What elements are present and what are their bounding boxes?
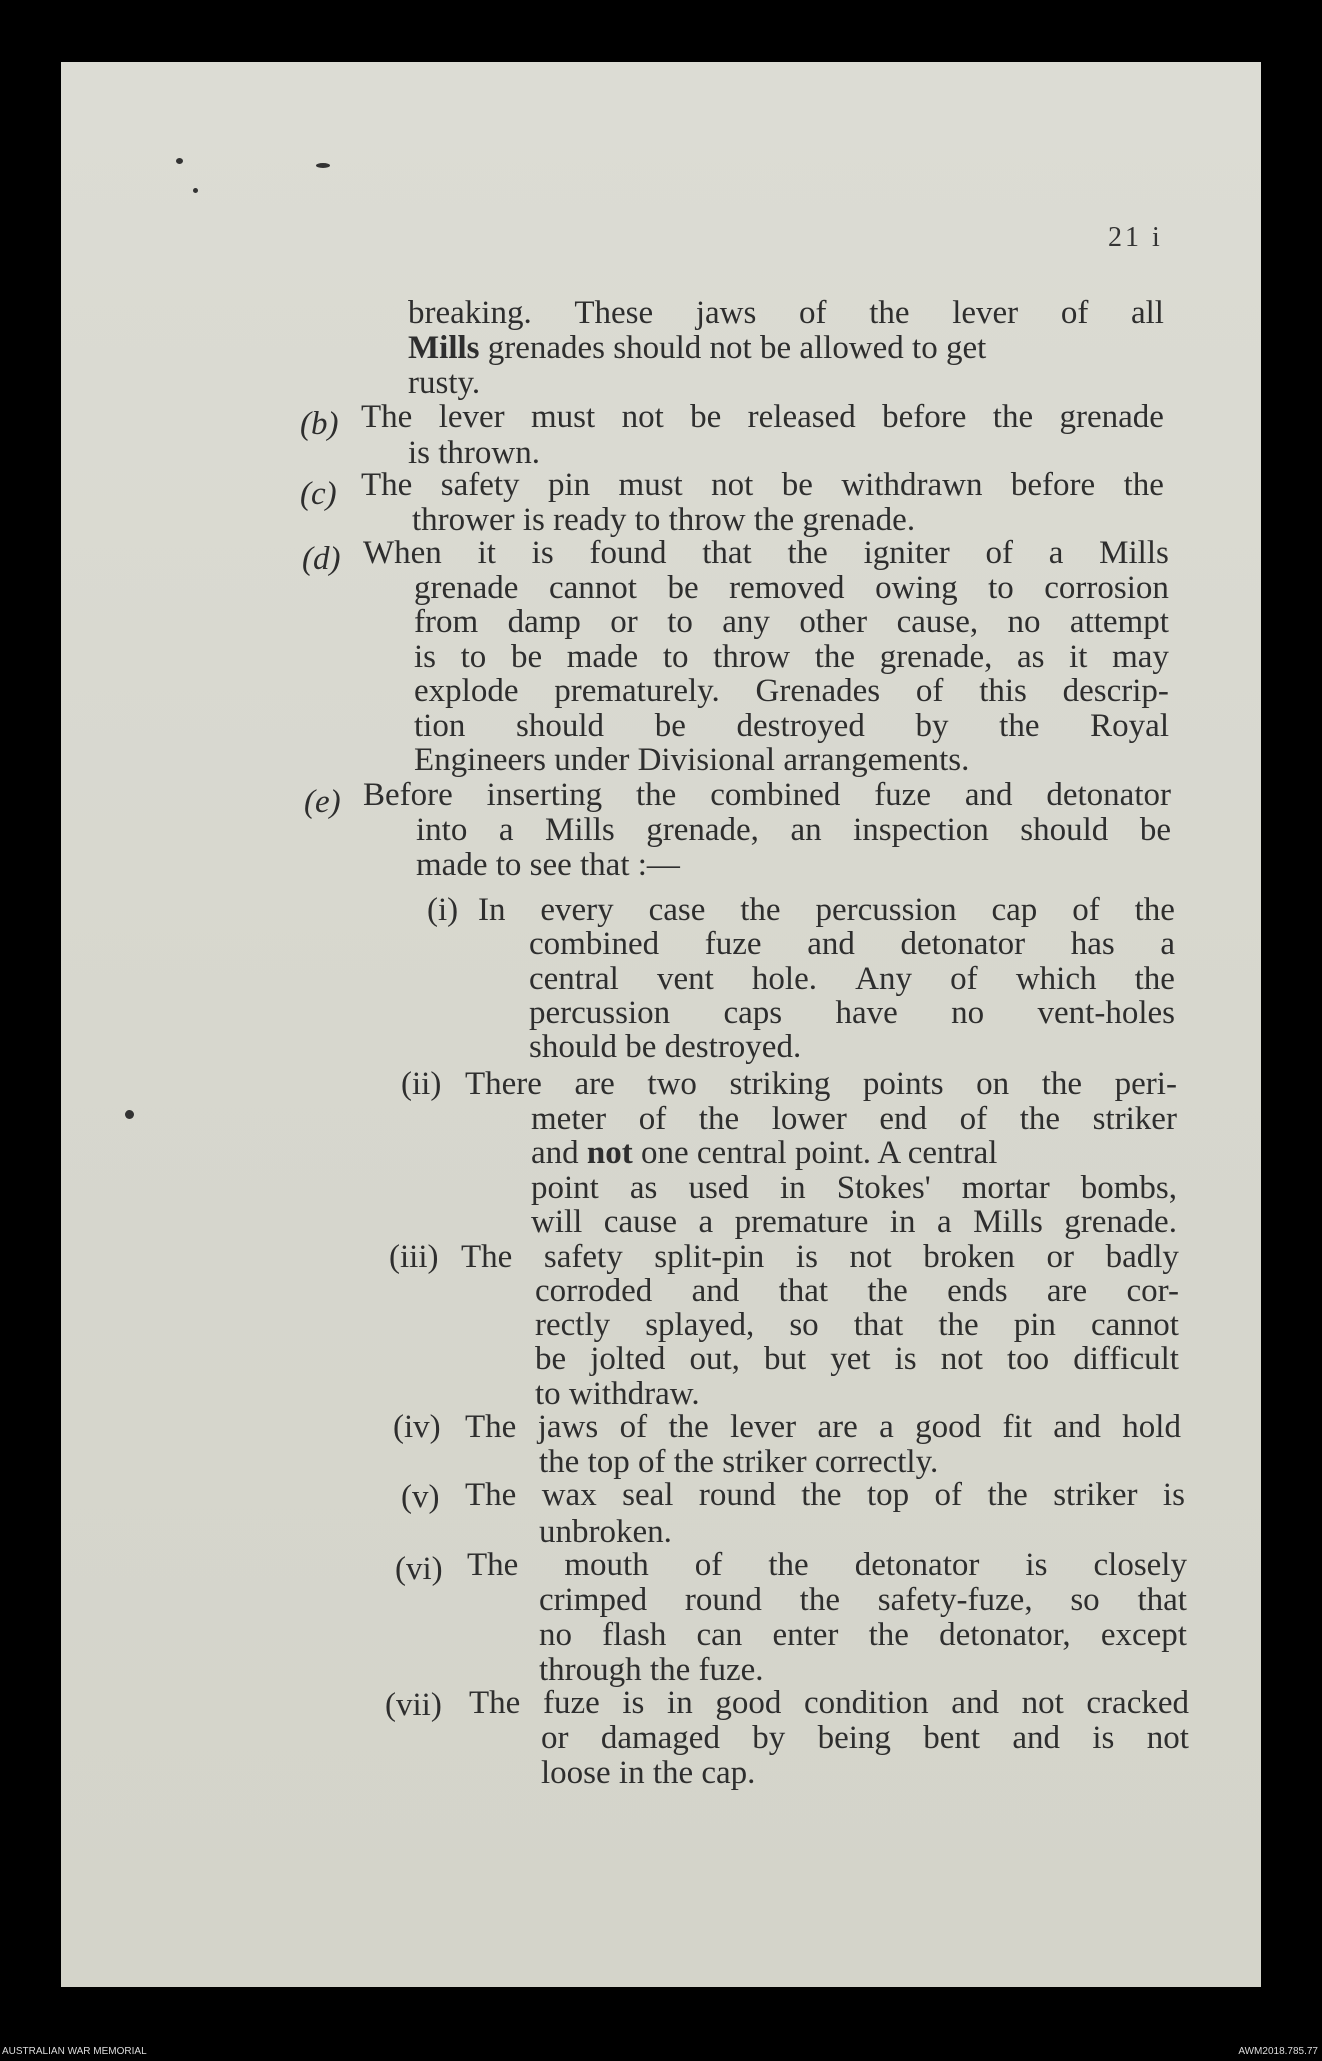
text-line: breaking. These jaws of the lever of all: [408, 295, 1164, 331]
text-line: to withdraw.: [535, 1376, 700, 1412]
text-line: no flash can enter the detonator, except: [539, 1617, 1187, 1653]
text-line: rusty.: [408, 365, 481, 401]
text-line: combined fuze and detonator has a: [529, 926, 1175, 962]
text-line: point as used in Stokes' mortar bombs,: [531, 1170, 1177, 1206]
sub-item-marker-vii: (vii): [385, 1687, 442, 1723]
text-line: Before inserting the combined fuze and detonator: [363, 777, 1171, 813]
text-line: corroded and that the ends are cor-: [535, 1273, 1179, 1309]
text-line: The mouth of the detonator is closely: [467, 1547, 1187, 1583]
text-line: unbroken.: [539, 1514, 672, 1550]
sub-item-marker-i: (i): [427, 892, 459, 928]
sub-item-marker-iii: (iii): [389, 1239, 439, 1275]
bold-word: Mills: [408, 330, 480, 366]
text-line: crimped round the safety-fuze, so that: [539, 1582, 1187, 1618]
text-line: from damp or to any other cause, no attempt: [414, 604, 1169, 640]
text-line: In every case the percussion cap of the: [478, 892, 1175, 928]
sub-item-marker-iv: (iv): [393, 1409, 441, 1445]
text-line: Mills grenades should not be allowed to get: [408, 330, 987, 366]
text-line: The safety pin must not be withdrawn before the: [361, 467, 1164, 503]
text-line: will cause a premature in a Mills grenade.: [531, 1204, 1177, 1240]
text-line: Engineers under Divisional arrangements.: [414, 742, 970, 778]
text-line: The fuze is in good condition and not cracked: [469, 1685, 1189, 1721]
text-line: The jaws of the lever are a good fit and hold: [465, 1409, 1181, 1445]
page-number: 21 i: [1108, 222, 1163, 253]
bold-word: not: [586, 1135, 633, 1171]
text-line: made to see that :—: [416, 847, 680, 883]
text-line: and not one central point. A central: [531, 1135, 998, 1171]
text-line: the top of the striker correctly.: [539, 1444, 939, 1480]
text-line: meter of the lower end of the striker: [531, 1101, 1177, 1137]
item-marker-d: (d): [302, 541, 341, 577]
text-line: into a Mills grenade, an inspection should be: [416, 812, 1171, 848]
footer-credit: AUSTRALIAN WAR MEMORIAL: [2, 2046, 147, 2057]
text-line: There are two striking points on the peri-: [465, 1066, 1177, 1102]
item-marker-e: (e): [304, 784, 341, 820]
text-line: grenade cannot be removed owing to corrosion: [414, 570, 1169, 606]
text-line: When it is found that the igniter of a Mills: [363, 535, 1169, 571]
text-line: should be destroyed.: [529, 1029, 802, 1065]
footer-accession-number: AWM2018.785.77: [1238, 2046, 1318, 2057]
sub-item-marker-ii: (ii): [401, 1066, 442, 1102]
sub-item-marker-v: (v): [401, 1479, 440, 1515]
text-line: The safety split-pin is not broken or badly: [461, 1239, 1179, 1275]
text-line: is to be made to throw the grenade, as it may: [414, 639, 1169, 675]
text-line: through the fuze.: [539, 1652, 764, 1688]
text-line: The lever must not be released before the grenade: [361, 399, 1164, 435]
sub-item-marker-vi: (vi): [395, 1551, 443, 1587]
item-marker-b: (b): [300, 406, 339, 442]
text-line: is thrown.: [408, 435, 540, 471]
text-line: percussion caps have no vent-holes: [529, 995, 1175, 1031]
text-line: explode prematurely. Grenades of this descrip-: [414, 673, 1169, 709]
text-line: tion should be destroyed by the Royal: [414, 708, 1169, 744]
text-line: loose in the cap.: [541, 1755, 756, 1791]
text-line: thrower is ready to throw the grenade.: [412, 502, 916, 538]
text-line: central vent hole. Any of which the: [529, 961, 1175, 997]
item-marker-c: (c): [300, 476, 337, 512]
text-line: rectly splayed, so that the pin cannot: [535, 1307, 1179, 1343]
text-line: be jolted out, but yet is not too difficult: [535, 1341, 1179, 1377]
text-line: The wax seal round the top of the striker is: [465, 1477, 1185, 1513]
text-line: or damaged by being bent and is not: [541, 1720, 1189, 1756]
